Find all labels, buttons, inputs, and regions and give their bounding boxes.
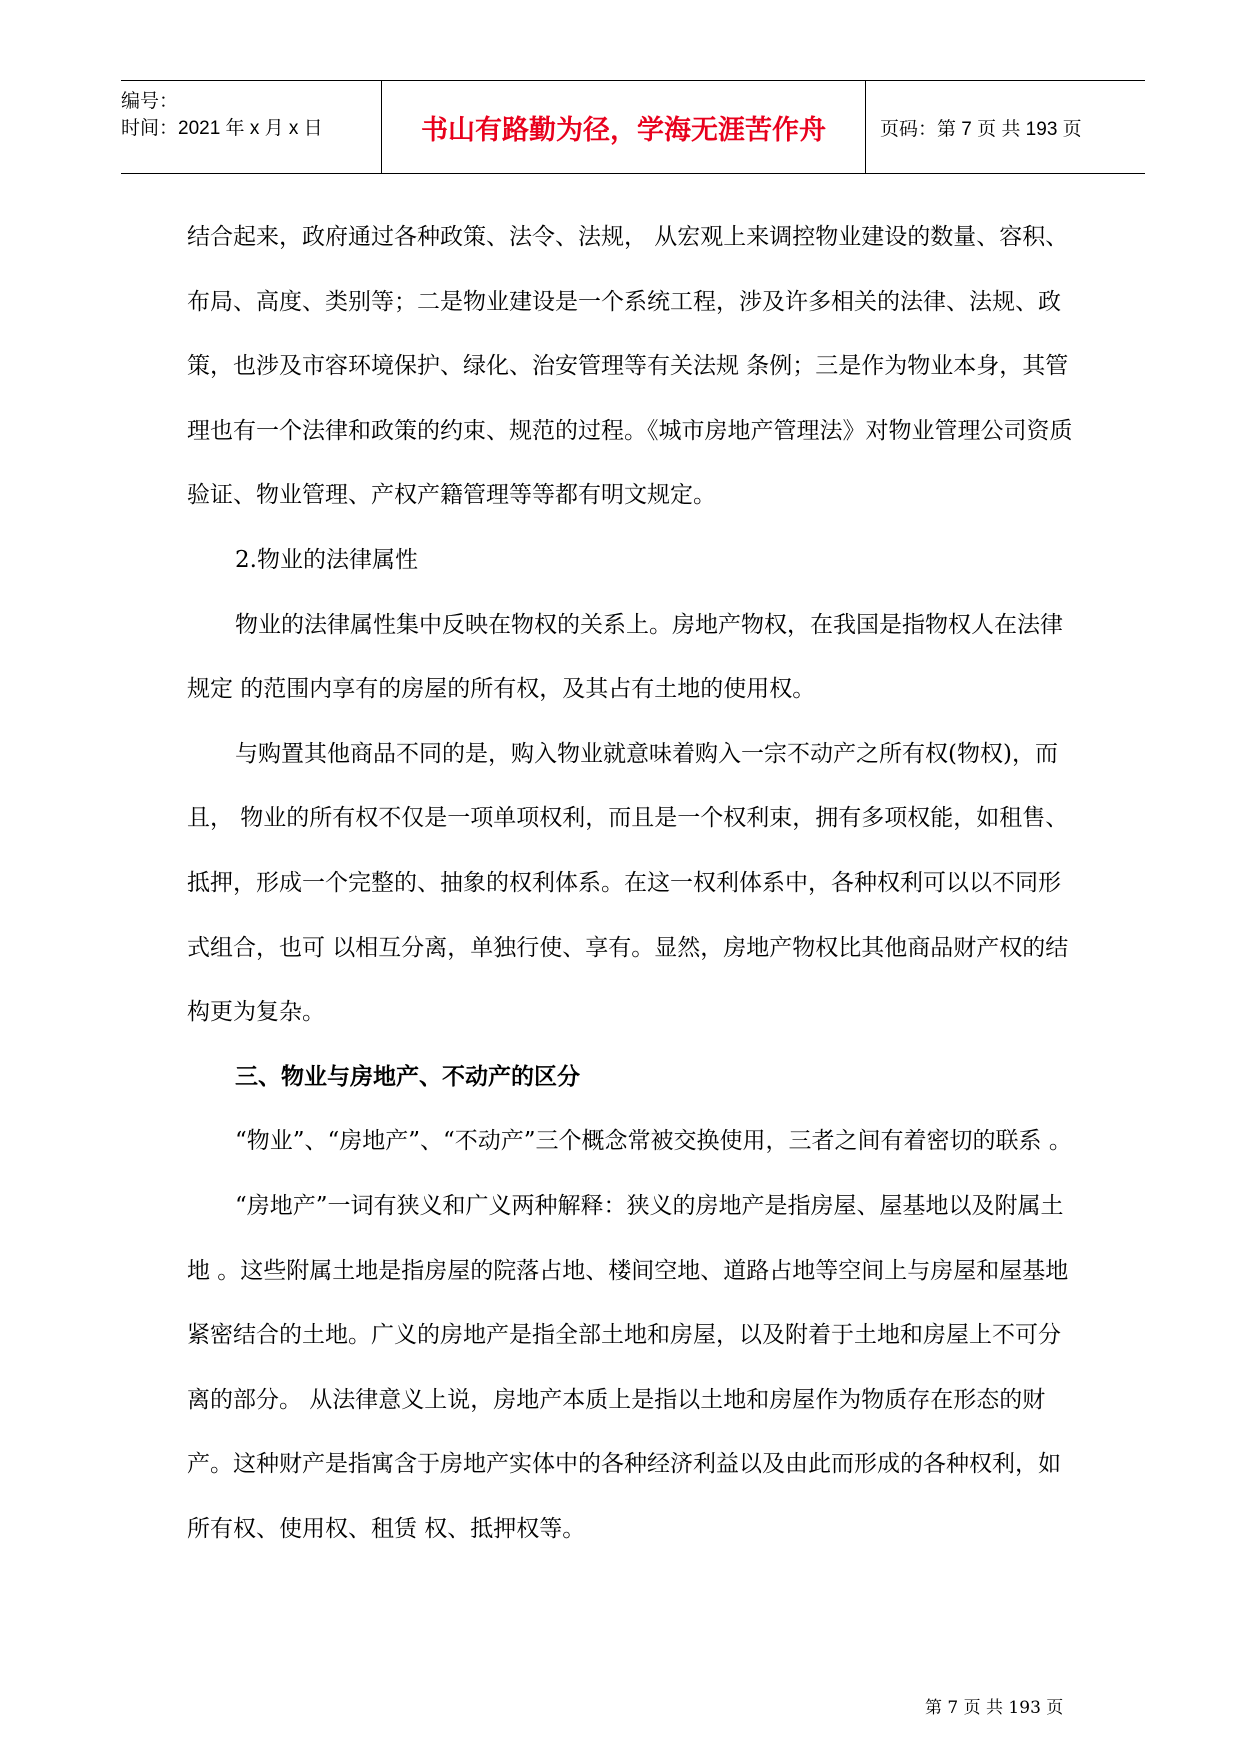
header-page-label: 页码：第 7 页 共 193 页 bbox=[880, 118, 1082, 140]
paragraph: 物业的法律属性集中反映在物权的关系上。房地产物权，在我国是指物权人在法律规定 的范围内享有的房屋的所有权，及其占有土地的使用权。 bbox=[187, 611, 1063, 703]
paragraph: 与购置其他商品不同的是，购入物业就意味着购入一宗不动产之所有权(物权)，而且， 物业的所有权不仅是一项单项权利，而且是一个权利束，拥有多项权能，如租售、抵押，形成一个完整的、抽象的权利体系。在这一权利体系中，各种权利可以以不同形式组合，也可 以相互分离，单独行使、享有。显然，房地产物权比其他商品财产权的结构更为复杂。 bbox=[187, 740, 1069, 1026]
number-label: 编号： bbox=[121, 91, 179, 112]
page-footer bbox=[925, 1693, 1063, 1718]
section-heading: 三、物业与房地产、不动产的区分 bbox=[235, 1062, 580, 1090]
page-header bbox=[121, 80, 1145, 174]
footer-page-number: 第 7 页 共 193 页 bbox=[925, 1698, 1064, 1718]
time-label: 时间：2021 年 x 月 x 日 bbox=[121, 118, 323, 139]
motto-cell bbox=[382, 81, 866, 173]
paragraph: “物业”、“房地产”、“不动产”三个概念常被交换使用，三者之间有着密切的联系 。 bbox=[235, 1128, 1072, 1155]
header-info-cell bbox=[121, 81, 382, 173]
motto-text: 书山有路勤为径，学海无涯苦作舟 bbox=[421, 114, 826, 146]
paragraph: 结合起来，政府通过各种政策、法令、法规， 从宏观上来调控物业建设的数量、容积、布局、高度、类别等；二是物业建设是一个系统工程，涉及许多相关的法律、法规、政策，也涉及市容环境保护、绿化、治安管理等有关法规 条例；三是作为物业本身，其管理也有一个法律和政策的约束、规范的过程。《城市房地产管理法》对物业管理公司资质验证、物业管理、产权产籍管理等等都有明文规定。 bbox=[187, 224, 1073, 509]
section-subheading: 2.物业的法律属性 bbox=[235, 546, 418, 573]
document-body bbox=[187, 205, 1082, 1561]
page-number-cell bbox=[866, 81, 1145, 173]
paragraph: “房地产”一词有狭义和广义两种解释：狭义的房地产是指房屋、屋基地以及附属土地 。这些附属土地是指房屋的院落占地、楼间空地、道路占地等空间上与房屋和屋基地紧密结合的土地。广义的房地产是指全部土地和房屋，以及附着于土地和房屋上不可分离的部分。 从法律意义上说，房地产本质上是指以土地和房屋作为物质存在形态的财产。这种财产是指寓含于房地产实体中的各种经济利益以及由此而形成的各种权利，如所有权、使用权、租赁 权、抵押权等。 bbox=[187, 1192, 1069, 1542]
